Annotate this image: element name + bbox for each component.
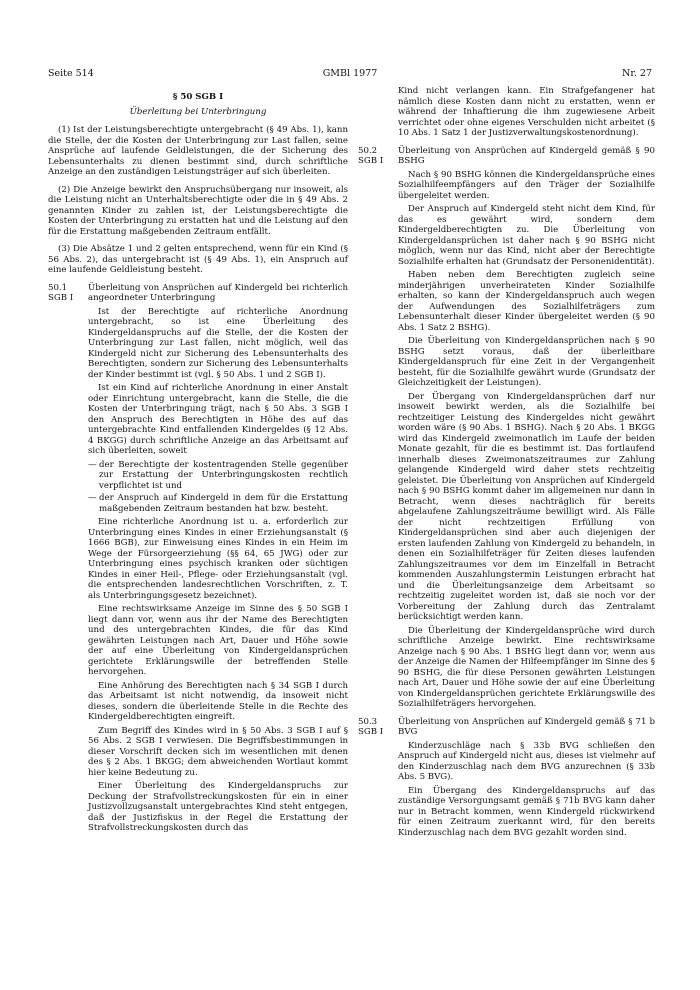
paragraph: Ein Übergang des Kindergeldanspruchs auf das zuständige Versorgungsamt gemäß § 71b BVG kann daher nur in Betracht kommen, wenn Kindergeld rückwirkend für einen Zeitraum zuerkannt wird, für den bereits Kinderzuschlag nach dem BVG gezahlt worden sind. [398, 785, 655, 838]
continuation [358, 86, 655, 139]
paragraph: Haben neben dem Berechtigten zugleich seine minderjährigen unverheirateten Kinder Sozialhilfe erhalten, so kann der Kindergeldanspruch auch wegen der Aufwendungen des Sozialhilfeträgers zum Lebensunterhalt dieser Kinder übergeleitet werden (§ 90 Abs. 1 Satz 2 BSHG). [398, 270, 655, 333]
section-subtitle: Überleitung bei Unterbringung [129, 106, 267, 117]
section-heading: Überleitung von Ansprüchen auf Kindergeld gemäß § 90 BSHG [398, 145, 655, 166]
paragraph: Nach § 90 BSHG können die Kindergeldansprüche eines Sozialhilfeempfängers auf den Träger der Sozialhilfe übergeleitet werden. [398, 169, 655, 201]
list-item: — der Anspruch auf Kindergeld in dem für die Erstattung maßgebenden Zeitraum bestanden hat bzw. besteht. [99, 493, 348, 514]
paragraph: Eine richterliche Anordnung ist u. a. erforderlich zur Unterbringung eines Kindes in einer Erziehungsanstalt (§ 1666 BGB), zur Einweisung eines Kindes in ein Heim im Wege der Fürsorgeerziehung (§§ 64, 65 JWG) oder zur Unterbringung eines psychisch kranken oder süchtigen Kindes in einer Heil-, Pflege- oder Erziehungsanstalt (vgl. die entsprechenden landesrechtlichen Vorschriften, z. T. als Unterbringungsgesetz bezeichnet). [88, 517, 348, 601]
section-50-3 [358, 717, 655, 839]
page-number: Seite 514 [48, 68, 94, 79]
paragraph-2: (2) Die Anzeige bewirkt den Anspruchsübergang nur insoweit, als die Leistung nicht an Unterhaltsberechtigte oder die in § 49 Abs. 2 genannten Kinder zu zahlen ist, der Leistungsberechtigte die Kosten der Unterbringung zu erstatten hat und die Leistung auf den für die Erstattung maßgebenden Zeitraum entfällt. [48, 184, 348, 237]
paragraph: Eine Anhörung des Berechtigten nach § 34 SGB I durch das Arbeitsamt ist nicht notwendig, da insoweit nicht dieses, sondern die überleitende Stelle in die Rechte des Kindergeldberechtigten eingreift. [88, 680, 348, 722]
section-heading: Überleitung von Ansprüchen auf Kindergeld gemäß § 71 b BVG [398, 716, 655, 737]
paragraph: Ist der Berechtigte auf richterliche Anordnung untergebracht, so ist eine Überleitung des Kindergeldanspruchs auf die Stelle, der die Kosten der Unterbringung zur Last fallen, nicht möglich, weil das Kindergeld nicht zur Sicherung des Lebensunterhalts des Berechtigten, sondern zur Sicherung des Lebensunterhalts der Kinder bestimmt ist (vgl. § 50 Abs. 1 und 2 SGB I). [88, 306, 348, 380]
section-number: 50.1 SGB I [48, 282, 74, 303]
list-item: — der Berechtigte der kostentragenden Stelle gegenüber zur Erstattung der Unterbringungskosten rechtlich verpflichtet ist und [99, 460, 348, 492]
section-number: 50.2 SGB I [358, 145, 384, 166]
paragraph: Der Übergang von Kindergeldansprüchen darf nur insoweit bewirkt werden, als die Sozialhilfe bei rechtzeitiger Leistung des Kindergeldes nicht gewährt worden wäre (§ 90 Abs. 1 BSHG). Nach § 20 Abs. 1 BKGG wird das Kindergeld zweimonatlich im Laufe der beiden Monate gezahlt, für die es bestimmt ist. Das fortlaufend innerhalb dieses Zweimonatszeitraumes zur Zahlung gelangende Kindergeld wird daher stets rechtzeitig geleistet. Die Überleitung von Ansprüchen auf Kindergeld nach § 90 BSHG kommt daher im allgemeinen nur dann in Betracht, wenn dieses nachträglich für bereits abgelaufene Zahlungszeiträume bewilligt wird. Als Fälle der nicht rechtzeitigen Erfüllung von Kindergeldansprüchen sind aber auch diejenigen der ersten laufenden Zahlung von Kindergeld zu behandeln, in denen ein Sozialhilfeträger für Zeiten dieses laufenden Zahlungszeitraumes vor dem im Einzelfall in Betracht kommenden Auszahlungstermin Leistungen erbracht hat und die Überleitungsanzeige dem Arbeitsamt so rechtzeitig zugeleitet worden ist, daß sie noch vor der Vorbereitung der Zahlung durch das Zentralamt berücksichtigt werden kann. [398, 391, 655, 622]
paragraph: Die Überleitung von Kindergeldansprüchen nach § 90 BSHG setzt voraus, daß der überleitbare Kindergeldanspruch für eine Zeit in der Vergangenheit besteht, für die Sozialhilfe gewährt wurde (Grundsatz der Gleichzeitigkeit der Leistungen). [398, 336, 655, 388]
section-50-1 [48, 283, 348, 834]
paragraph: Zum Begriff des Kindes wird in § 50 Abs. 3 SGB I auf § 56 Abs. 2 SGB I verwiesen. Die Begriffsbestimmungen in dieser Vorschrift decken sich im wesentlichen mit denen des § 2 Abs. 1 BKGG; dem abweichenden Wortlaut kommt hier keine Bedeutung zu. [88, 725, 348, 778]
paragraph-1: (1) Ist der Leistungsberechtigte untergebracht (§ 49 Abs. 1), kann die Stelle, der die Kosten der Unterbringung zur Last fallen, seine Ansprüche auf laufende Geldleistungen, die der Sicherung des Lebensunterhalts zu dienen bestimmt sind, durch schriftliche Anzeige an den zuständigen Leistungsträger auf sich überleiten. [48, 125, 348, 177]
paragraph: Die Überleitung der Kindergeldansprüche wird durch schriftliche Anzeige bewirkt. Eine rechtswirksame Anzeige nach § 90 Abs. 1 BSHG liegt dann vor, wenn aus der Anzeige die Namen der Hilfeempfänger im Sinne des § 90 BSHG, die für diese Personen gewährten Leistungen nach Art, Dauer und Höhe sowie der auf eine Überleitung von Kindergeldansprüchen gerichtete Erklärungswille des Sozialhilfeträgers hervorgehen. [398, 625, 655, 709]
paragraph-3: (3) Die Absätze 1 und 2 gelten entsprechend, wenn für ein Kind (§ 56 Abs. 2), das untergebracht ist (§ 49 Abs. 1), ein Anspruch auf eine laufende Geldleistung besteht. [48, 244, 348, 275]
paragraph: Kinderzuschläge nach § 33b BVG schließen den Anspruch auf Kindergeld nicht aus, dieses ist vielmehr auf den Kinderzuschlag nach dem BVG anzurechnen (§ 33b Abs. 5 BVG). [398, 740, 655, 782]
paragraph: Kind nicht verlangen kann. Ein Strafgefangener hat nämlich diese Kosten dann nicht zu erstatten, wenn er während der Inhaftierung die ihm zugewiesene Arbeit verrichtet oder ohne eigenes Verschulden nicht arbeitet (§ 10 Abs. 1 Satz 1 der Justizverwaltungskostenordnung). [398, 86, 655, 138]
condition-list [88, 460, 348, 515]
section-heading: Überleitung von Ansprüchen auf Kindergeld bei richterlich angeordneter Unterbringung [88, 282, 348, 303]
paragraph: Ist ein Kind auf richterliche Anordnung in einer Anstalt oder Einrichtung untergebracht, kann die Stelle, die die Kosten der Unterbringung trägt, nach § 50 Abs. 3 SGB I den Anspruch des Berechtigten in Höhe des auf das untergebrachte Kind entfallenden Kindergeldes (§ 12 Abs. 4 BKGG) durch schriftliche Anzeige an das Arbeitsamt auf sich überleiten, soweit [88, 383, 348, 456]
section-title: § 50 SGB I [172, 92, 224, 102]
paragraph: Der Anspruch auf Kindergeld steht nicht dem Kind, für das es gewährt wird, sondern dem Kindergeldberechtigten zu. Die Überleitung von Kindergeldansprüchen ist daher nach § 90 BSHG nicht möglich, wenn nur das Kind, nicht aber der Berechtigte Sozialhilfe erhalten hat (Grundsatz der Personenidentität). [398, 204, 655, 267]
journal-issue: GMBl 1977 [322, 68, 378, 79]
paragraph: Eine rechtswirksame Anzeige im Sinne des § 50 SGB I liegt dann vor, wenn aus ihr der Name des Berechtigten und des untergebrachten Kindes, die für das Kind gewährten Leistungen nach Art, Dauer und Höhe sowie der auf eine Überleitung von Kindergeldansprüchen gerichtete Erklärungswille der betreffenden Stelle hervorgehen. [88, 604, 348, 677]
section-number: 50.3 SGB I [358, 716, 384, 737]
paragraph: Einer Überleitung des Kindergeldanspruchs zur Deckung der Strafvollstreckungskosten für ein in einer Justizvollzugsanstalt untergebrachtes Kind steht entgegen, daß der Justizfiskus in der Regel die Erstattung der Strafvollstreckungskosten durch das [88, 781, 348, 833]
right-column [358, 86, 655, 841]
issue-number: Nr. 27 [622, 68, 652, 79]
section-50-2 [358, 146, 655, 710]
left-column [48, 92, 348, 837]
